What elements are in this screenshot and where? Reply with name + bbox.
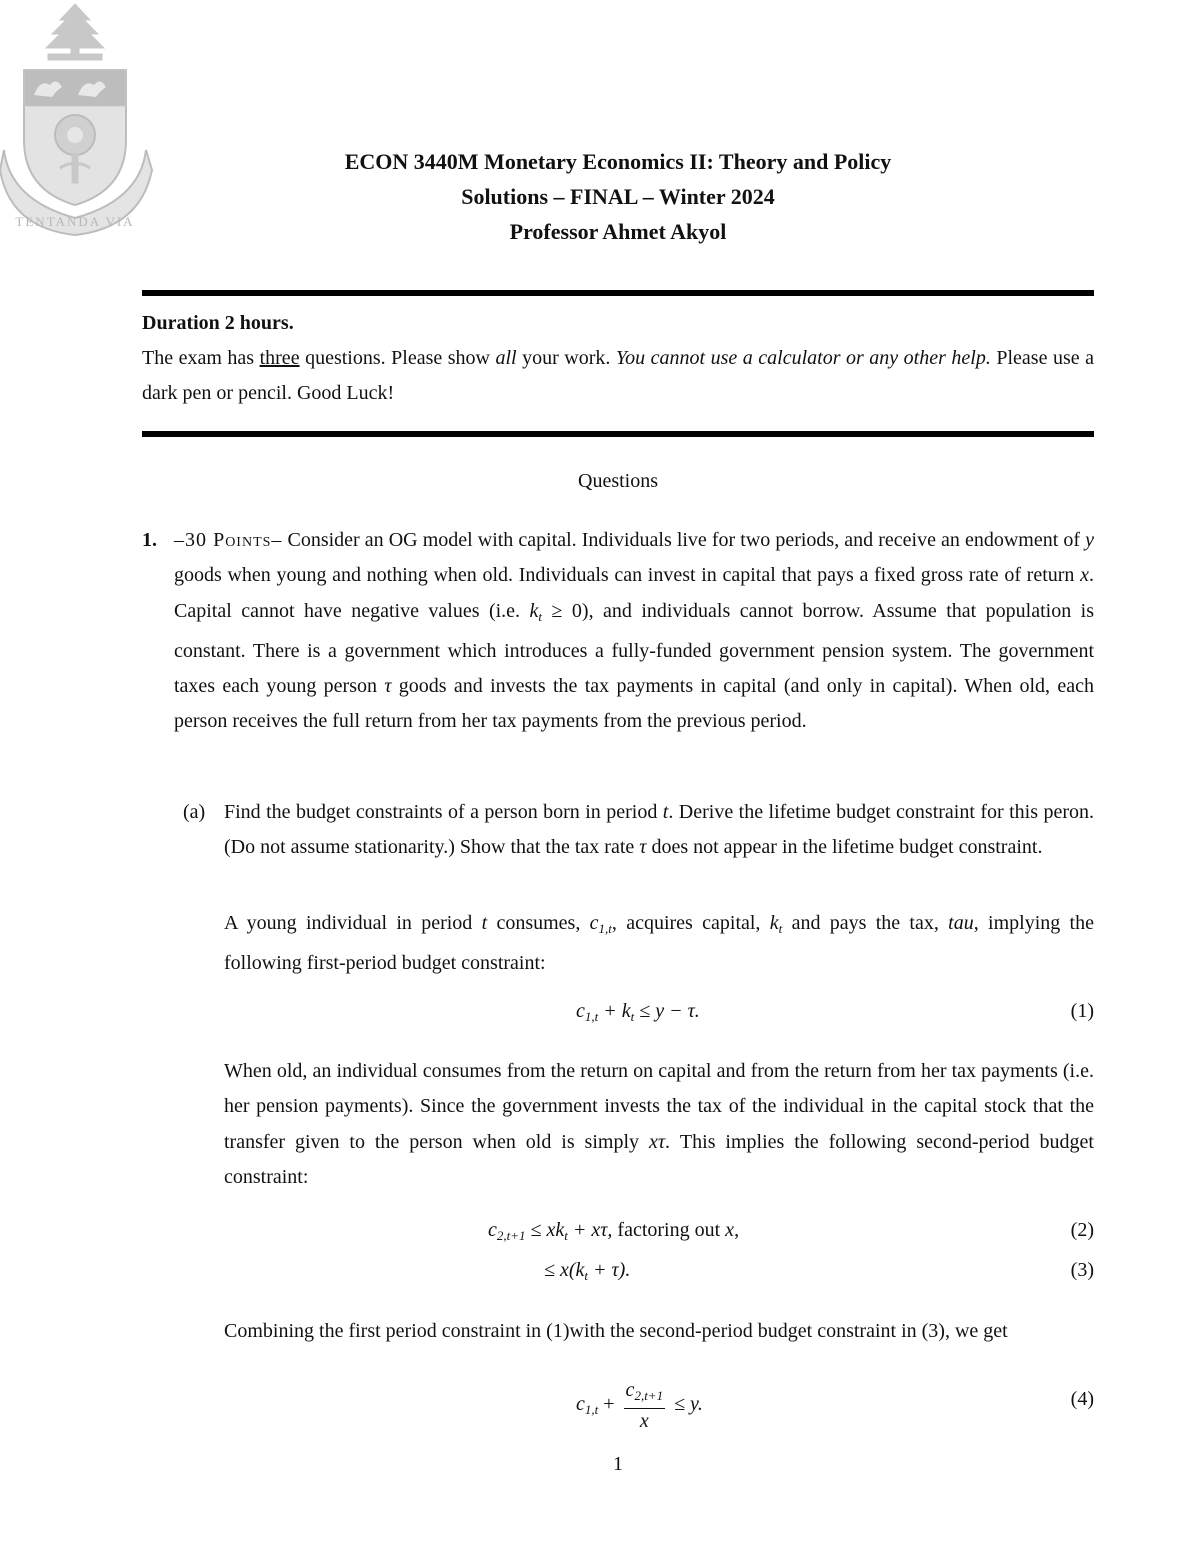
question-number: 1. xyxy=(142,529,157,551)
question-1a xyxy=(183,795,1094,866)
equation-4-body: $c_{1,t}$ + $\frac{c_{2,t+1}}{x}$ ≤ y. xyxy=(576,1379,703,1432)
professor-name: Professor Ahmet Akyol xyxy=(509,219,727,244)
equation-1 xyxy=(224,1000,1094,1036)
solution-paragraph-3: Combining the first period constraint in (1)with the second-period budget constraint in (3), we get xyxy=(224,1320,1008,1342)
course-title: ECON 3440M Monetary Economics II: Theory and Policy xyxy=(344,149,892,174)
equation-2 xyxy=(224,1219,1094,1255)
instructions-text: The exam has three questions. Please show all your work. You cannot use a calculator or any other help. Please use a dark pen or pencil. Good Luck! xyxy=(142,347,1094,404)
exam-subtitle: Solutions – FINAL – Winter 2024 xyxy=(461,184,775,209)
question-text: –30 Points– Consider an OG model with capital. Individuals live for two periods, and receive an endowment of y goods when young and nothing when old. Individuals can invest in capital that pays a fixed gross rate of return x. Capital cannot have negative values (i.e. $k_t \ge 0$), and individuals cannot borrow. Assume that population is constant. There is a government which introduces a fully-funded government pension system. The government taxes each young person τ goods and invests the tax payments in capital (and only in capital). When old, each person receives the full return from her tax payments from the previous period. xyxy=(174,529,1094,733)
equation-4 xyxy=(224,1378,1094,1432)
crest-motto: TENTANDA VIA xyxy=(15,214,135,229)
fraction: $\frac{c_{2,t+1}}{x}$ xyxy=(625,1379,664,1432)
page-number: 1 xyxy=(613,1453,623,1475)
equation-2-number: (2) xyxy=(1070,1219,1094,1241)
equation-1-body: $c_{1,t} + k_t \le y - \tau$. xyxy=(576,1000,700,1024)
bottom-rule xyxy=(142,431,1094,437)
part-label: (a) xyxy=(183,801,206,823)
solution-paragraph-1: A young individual in period t consumes, $c_{1,t}$, acquires capital, $k_t$ and pays the tax, tau, implying the following first-period budget constraint: xyxy=(224,912,1094,975)
equation-3-number: (3) xyxy=(1070,1259,1094,1281)
equation-4-number: (4) xyxy=(1070,1388,1094,1410)
question-1 xyxy=(142,523,1094,740)
exam-header xyxy=(0,144,1200,249)
solution-paragraph-2: When old, an individual consumes from the return on capital and from the return from her tax payments (i.e. her pension payments). Since the government invests the tax of the individual in the capital stock that the transfer given to the person when old is simply xτ. This implies the following second-period budget constraint: xyxy=(224,1060,1094,1188)
section-title: Questions xyxy=(578,470,658,492)
duration-text: Duration 2 hours. xyxy=(142,312,294,334)
equation-3-body: ≤ $x(k_t + \tau)$. xyxy=(544,1259,631,1283)
part-text: Find the budget constraints of a person born in period t. Derive the lifetime budget constraint for this peron. (Do not assume stationarity.) Show that the tax rate τ does not appear in the lifetime budget constraint. xyxy=(224,801,1094,859)
instructions-block xyxy=(142,306,1094,411)
equation-2-body: $c_{2,t+1} \le xk_t + x\tau$, factoring out x, xyxy=(488,1219,740,1243)
top-rule xyxy=(142,290,1094,296)
equation-3 xyxy=(224,1259,1094,1295)
equation-1-number: (1) xyxy=(1070,1000,1094,1022)
